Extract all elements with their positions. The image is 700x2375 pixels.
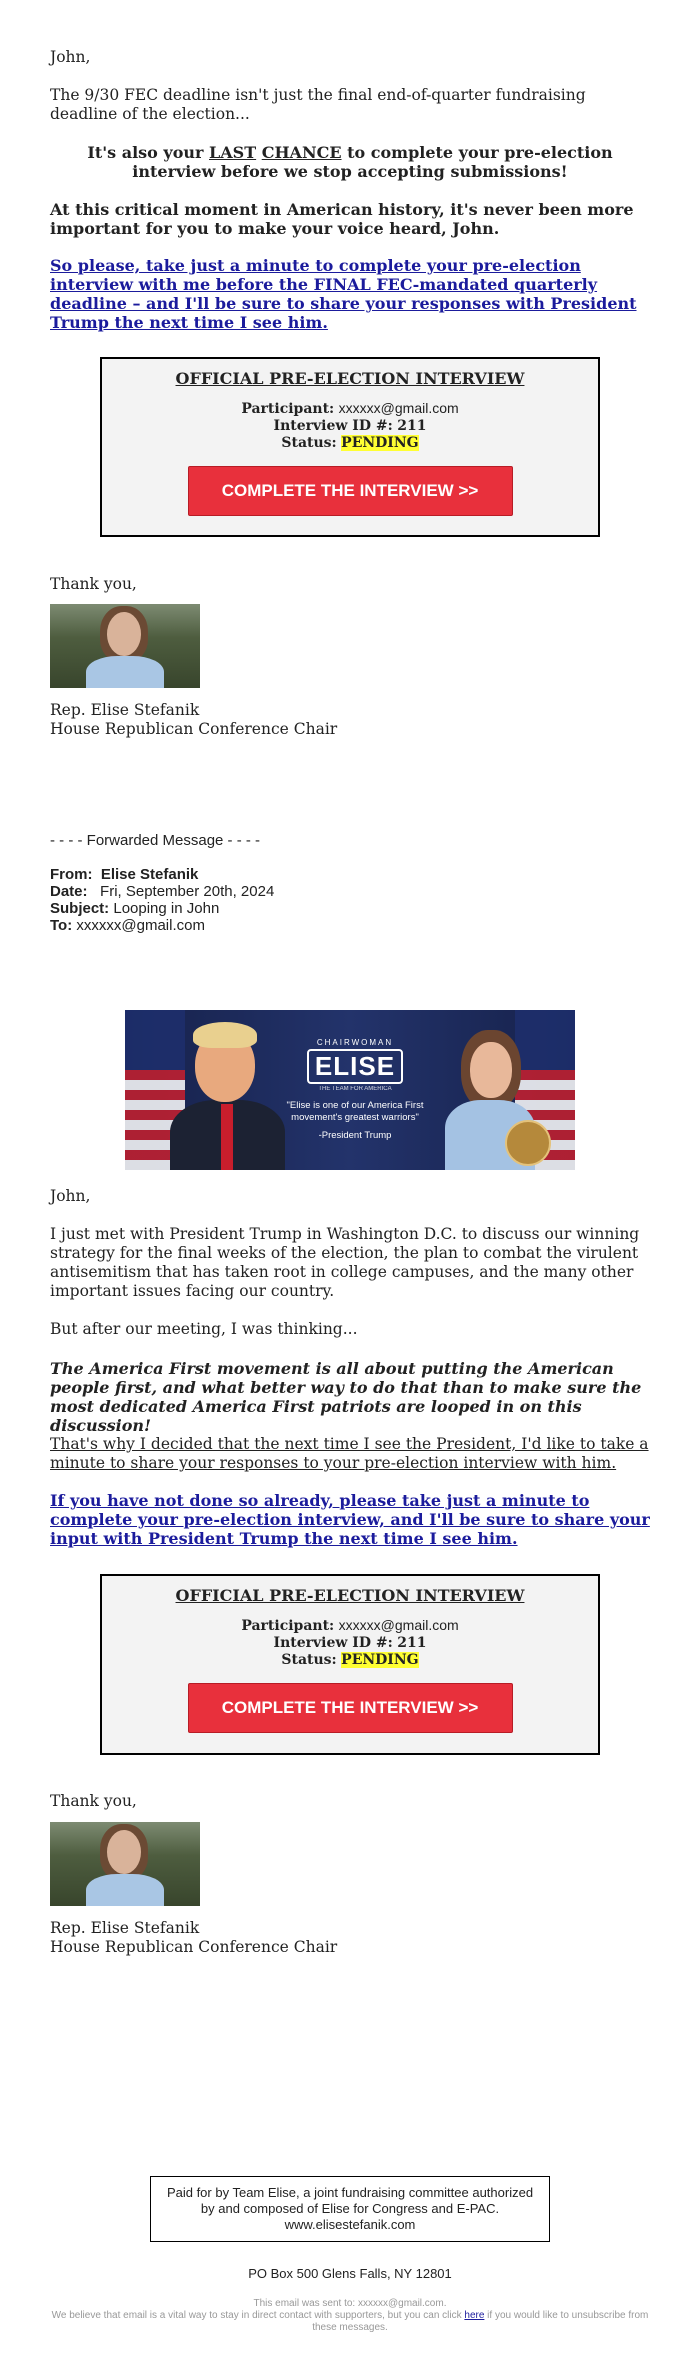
signature-name-2: Rep. Elise Stefanik bbox=[50, 1919, 200, 1937]
signature-photo-2 bbox=[50, 1822, 200, 1906]
critical-paragraph: At this critical moment in American history, it's never been more important for you to make your voice heard, John. bbox=[50, 200, 634, 238]
unsubscribe-link[interactable]: here bbox=[464, 2310, 485, 2321]
unsubscribe-line: We believe that email is a vital way to stay in direct contact with supporters, but you can click here if you would like to unsubscribe from these messages. bbox=[51, 2310, 649, 2333]
forward-subject: Subject: Looping in John bbox=[50, 900, 220, 917]
headline-post: to complete your pre-election interview before we stop accepting submissions! bbox=[132, 143, 613, 181]
status-badge-2: PENDING bbox=[341, 1652, 419, 1668]
participant-line-2: Participant: xxxxxx@gmail.com bbox=[241, 1617, 459, 1634]
interview-id-line: Interview ID #: 211 bbox=[273, 418, 427, 434]
box-title: OFFICIAL PRE-ELECTION INTERVIEW bbox=[175, 369, 525, 388]
interview-box-2 bbox=[100, 1574, 600, 1755]
box-title-2: OFFICIAL PRE-ELECTION INTERVIEW bbox=[175, 1586, 525, 1605]
seal-icon bbox=[505, 1120, 551, 1166]
banner-quote: "Elise is one of our America First movement's greatest warriors" -President Trump bbox=[286, 1100, 424, 1141]
greeting: John, bbox=[50, 48, 91, 66]
complete-interview-button[interactable]: COMPLETE THE INTERVIEW >> bbox=[188, 466, 513, 516]
forward-from: From: Elise Stefanik bbox=[50, 866, 199, 883]
complete-interview-button-2[interactable]: COMPLETE THE INTERVIEW >> bbox=[188, 1683, 513, 1733]
interview-link[interactable]: So please, take just a minute to complete your pre-election interview with me before the FINAL FEC-mandated quarterly deadline – and I'll be sure to share your responses with President Trump the next time I see him. bbox=[50, 256, 637, 332]
thanks-2: Thank you, bbox=[50, 1792, 137, 1810]
participant-line: Participant: xxxxxx@gmail.com bbox=[241, 400, 459, 417]
status-line: Status: PENDING bbox=[281, 435, 419, 451]
forward-to: To: xxxxxx@gmail.com bbox=[50, 917, 205, 934]
status-badge: PENDING bbox=[341, 435, 419, 451]
fine-print bbox=[40, 2298, 660, 2334]
headline-last: LAST bbox=[209, 143, 257, 162]
headline bbox=[50, 143, 650, 181]
intro-paragraph: The 9/30 FEC deadline isn't just the final end-of-quarter fundraising deadline of the election... bbox=[50, 86, 586, 123]
paid-for-disclaimer: Paid for by Team Elise, a joint fundraising committee authorized by and composed of Elise for Congress and E-PAC. www.elisestefanik.com bbox=[150, 2176, 550, 2242]
forwarded-header: - - - - Forwarded Message - - - - bbox=[50, 832, 261, 849]
paragraph-thinking: But after our meeting, I was thinking... bbox=[50, 1320, 358, 1338]
signature-title-2: House Republican Conference Chair bbox=[50, 1938, 338, 1956]
mailing-address: PO Box 500 Glens Falls, NY 12801 bbox=[248, 2266, 452, 2281]
paragraph-share: That's why I decided that the next time I see the President, I'd like to take a minute to share your responses to your pre-election interview with him. bbox=[50, 1435, 649, 1472]
interview-box bbox=[100, 357, 600, 537]
headline-pre: It's also your bbox=[87, 143, 209, 162]
signature-name: Rep. Elise Stefanik bbox=[50, 701, 200, 719]
signature-photo bbox=[50, 604, 200, 688]
interview-id-line-2: Interview ID #: 211 bbox=[273, 1635, 427, 1651]
headline-chance: CHANCE bbox=[261, 143, 342, 162]
paragraph-meeting: I just met with President Trump in Washington D.C. to discuss our winning strategy for the final weeks of the election, the plan to combat the virulent antisemitism that has taken root in college campuses, and the many other important issues facing our country. bbox=[50, 1225, 640, 1300]
paragraph-america-first: The America First movement is all about putting the American people first, and what better way to do that than to make sure the most dedicated America First patriots are looped in on this discussion! bbox=[50, 1359, 642, 1435]
status-line-2: Status: PENDING bbox=[281, 1652, 419, 1668]
interview-link-2[interactable]: If you have not done so already, please take just a minute to complete your pre-election interview, and I'll be sure to share your input with President Trump the next time I see him. bbox=[50, 1491, 650, 1548]
forward-date: Date: Fri, September 20th, 2024 bbox=[50, 883, 275, 900]
greeting-2: John, bbox=[50, 1187, 91, 1205]
elise-logo: CHAIRWOMAN ELISE THE TEAM FOR AMERICA bbox=[290, 1038, 420, 1092]
trump-photo bbox=[165, 1020, 285, 1170]
thanks: Thank you, bbox=[50, 575, 137, 593]
sent-to-line: This email was sent to: xxxxxx@gmail.com. bbox=[253, 2298, 447, 2309]
campaign-banner bbox=[125, 1010, 575, 1170]
signature-title: House Republican Conference Chair bbox=[50, 720, 338, 738]
